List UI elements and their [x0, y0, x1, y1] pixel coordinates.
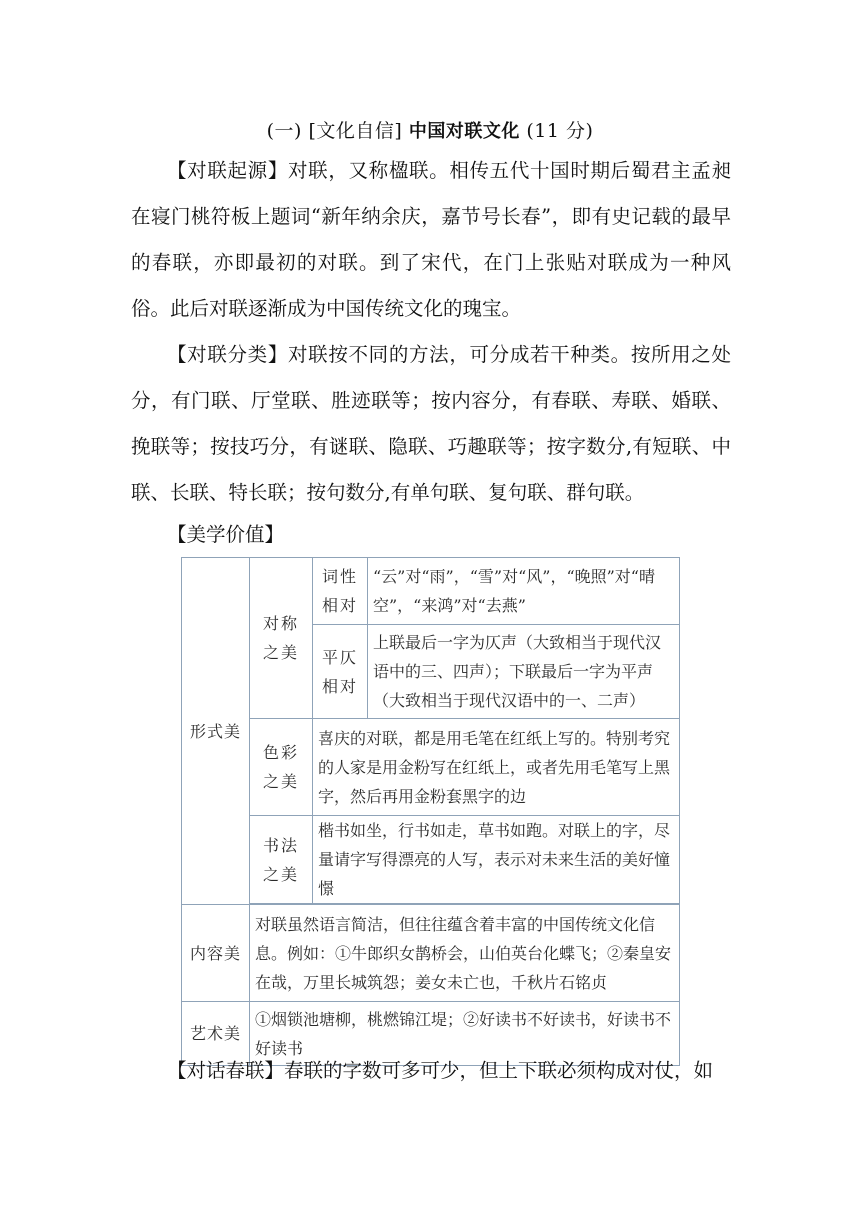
- art-beauty-label: 艺术美: [182, 1002, 250, 1066]
- dialogue-label: 【对话春联】: [167, 1059, 285, 1082]
- classification-text: 对联按不同的方法，可分成若干种类。按所用之处分，有门联、厅堂联、胜迹联等；按内容分，有春联、寿联、婚联、挽联等；按技巧分，有谜联、隐联、巧趣联等；按字数分,有短联、中联、长联、特长联；按句数分,有单句联、复句联、群句联。: [131, 343, 731, 504]
- aesthetic-table: [181, 557, 680, 1066]
- title-main: 中国对联文化: [408, 121, 520, 142]
- title-prefix: (一) [文化自信]: [266, 120, 403, 142]
- calligraphy-text: 楷书如坐，行书如走，草书如跑。对联上的字，尽量请字写得漂亮的人写，表示对未来生活的美好憧憬: [313, 816, 680, 904]
- pos-label: 词性相对: [313, 558, 368, 625]
- classification-paragraph: [131, 332, 731, 516]
- origin-paragraph: [131, 148, 731, 332]
- color-text: 喜庆的对联，都是用毛笔在红纸上写的。特别考究的人家是用金粉写在红纸上，或者先用毛笔写上黑字，然后再用金粉套黑字的边: [313, 719, 680, 816]
- section-title: [0, 116, 860, 143]
- origin-text: 对联，又称楹联。相传五代十国时期后蜀君主孟昶在寝门桃符板上题词“新年纳余庆，嘉节号长春”，即有史记载的最早的春联，亦即最初的对联。到了宋代，在门上张贴对联成为一种风俗。此后对联逐渐成为中国传统文化的瑰宝。: [131, 159, 731, 320]
- pos-text: “云”对“雨”，“雪”对“风”，“晚照”对“晴空”，“来鸿”对“去燕”: [368, 558, 680, 625]
- tone-label: 平仄相对: [313, 625, 368, 719]
- dialogue-paragraph: [167, 1055, 737, 1083]
- art-beauty-text: ①烟锁池塘柳，桃燃锦江堤；②好读书不好读书，好读书不好读书: [250, 1002, 680, 1066]
- aesthetic-heading: 【美学价值】: [167, 523, 285, 546]
- classification-label: 【对联分类】: [167, 343, 288, 366]
- symmetry-label: 对称之美: [250, 558, 313, 719]
- tone-text: 上联最后一字为仄声（大致相当于现代汉语中的三、四声）；下联最后一字为平声（大致相当于现代汉语中的一、二声）: [368, 625, 680, 719]
- content-beauty-label: 内容美: [182, 905, 250, 1002]
- calligraphy-label: 书法之美: [250, 816, 313, 904]
- dialogue-text: 春联的字数可多可少，但上下联必须构成对仗，如: [284, 1059, 714, 1082]
- title-suffix: (11 分): [526, 120, 594, 142]
- origin-label: 【对联起源】: [167, 159, 288, 182]
- form-beauty-label: 形式美: [182, 558, 250, 905]
- color-label: 色彩之美: [250, 719, 313, 816]
- content-beauty-text: 对联虽然语言简洁，但往往蕴含着丰富的中国传统文化信息。例如：①牛郎织女鹊桥会，山伯英台化蝶飞；②秦皇安在哉，万里长城筑怨；姜女未亡也，千秋片石铭贞: [250, 905, 680, 1002]
